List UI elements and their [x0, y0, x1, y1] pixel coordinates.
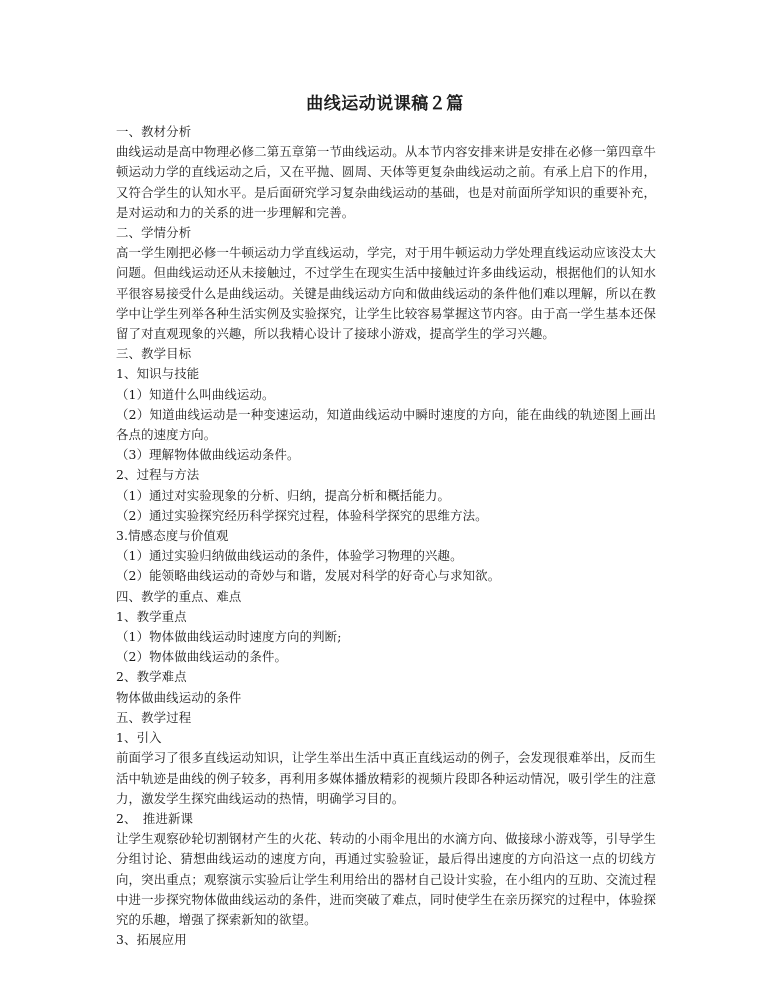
paragraph-difficulty: 物体做曲线运动的条件 [116, 689, 242, 705]
list-item: （3）理解物体做曲线运动条件。 [116, 447, 300, 463]
list-item: （2）知道曲线运动是一种变速运动，知道曲线运动中瞬时速度的方向，能在曲线的轨迹图上画出各点的速度方向。 [116, 406, 656, 443]
list-item: （1）物体做曲线运动时速度方向的判断; [116, 629, 342, 645]
document-title: 曲线运动说课稿２篇 [306, 94, 464, 114]
section-heading-textbook-analysis: 一、教材分析 [116, 124, 192, 139]
subheading-new-lesson: 2、 推进新课 [116, 810, 194, 826]
paragraph-textbook-analysis: 曲线运动是高中物理必修二第五章第一节曲线运动。从本节内容安排来讲是安排在必修一第四章牛顿运动力学的直线运动之后，又在平抛、圆周、天体等更复杂曲线运动之前。有承上启下的作用，又符合学生的认知水平。是后面研究学习复杂曲线运动的基础，也是对前面所学知识的重要补充，是对运动和力的关系的进一步理解和完善。 [116, 144, 656, 220]
subheading-knowledge-skills: 1、知识与技能 [116, 366, 200, 382]
list-item: （1）通过对实验现象的分析、归纳，提高分析和概括能力。 [116, 487, 451, 503]
list-item: （1）知道什么叫曲线运动。 [116, 386, 275, 402]
paragraph-introduction: 前面学习了很多直线运动知识，让学生举出生活中真正直线运动的例子，会发现很难举出，反而生活中轨迹是曲线的例子较多，再利用多媒体播放精彩的视频片段即各种运动情况，吸引学生的注意力，激发学生探究曲线运动的热情，明确学习目的。 [116, 750, 656, 806]
document-body [116, 122, 656, 950]
list-item: （2）通过实验探究经历科学探究过程，体验科学探究的思维方法。 [116, 507, 488, 523]
section-heading-student-analysis: 二、学情分析 [116, 225, 192, 241]
subheading-introduction: 1、引入 [116, 730, 162, 746]
subheading-teaching-focus: 1、教学重点 [116, 608, 187, 624]
paragraph-student-analysis: 高一学生刚把必修一牛顿运动力学直线运动，学完，对于用牛顿运动力学处理直线运动应该没太大问题。但曲线运动还从未接触过，不过学生在现实生活中接触过许多曲线运动，根据他们的认知水平很容易接受什么是曲线运动。关键是曲线运动方向和做曲线运动的条件他们难以理解，所以在教学中让学生列举各种生活实例及实验探究，让学生比较容易掌握这节内容。由于高一学生基本还保留了对直观现象的兴趣，所以我精心设计了接球小游戏，提高学生的学习兴趣。 [116, 245, 656, 342]
subheading-attitude-values: 3.情感态度与价值观 [116, 528, 229, 544]
subheading-extension: 3、拓展应用 [116, 932, 187, 948]
section-heading-teaching-goals: 三、教学目标 [116, 346, 192, 362]
list-item: （1）通过实验归纳做曲线运动的条件，体验学习物理的兴趣。 [116, 548, 463, 564]
paragraph-new-lesson: 让学生观察砂轮切割钢材产生的火花、转动的小雨伞甩出的水滴方向、做接球小游戏等，引导学生分组讨论、猜想曲线运动的速度方向，再通过实验验证，最后得出速度的方向沿这一点的切线方向，突出重点；观察演示实验后让学生利用给出的器材自己设计实验，在小组内的互助、交流过程中进一步探究物体做曲线运动的条件，进而突破了难点，同时使学生在亲历探究的过程中，体验探究的乐趣，增强了探索新知的欲望。 [116, 831, 656, 927]
section-heading-teaching-process: 五、教学过程 [116, 709, 192, 725]
list-item: （2）物体做曲线运动的条件。 [116, 649, 288, 665]
list-item: （2）能领略曲线运动的奇妙与和谐，发展对科学的好奇心与求知欲。 [116, 568, 501, 584]
section-heading-key-points: 四、教学的重点、难点 [116, 588, 242, 604]
subheading-process-methods: 2、过程与方法 [116, 467, 200, 483]
subheading-teaching-difficulty: 2、教学难点 [116, 669, 187, 685]
